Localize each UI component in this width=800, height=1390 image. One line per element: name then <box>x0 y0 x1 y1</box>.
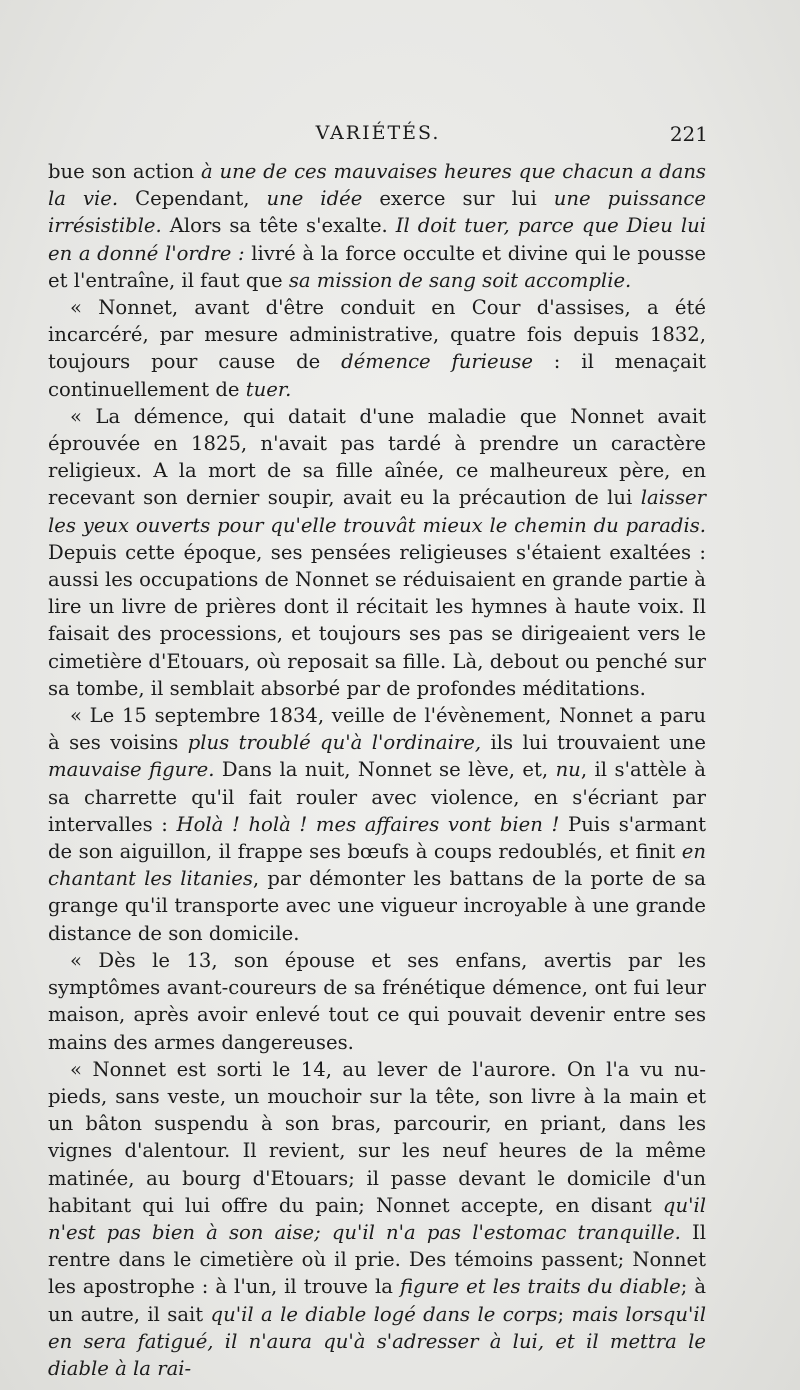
text-run: , par démonter les battans de la porte de sa grange qu'il transporte avec une vigueur incroyable à une grande distance de son domicile. <box>48 867 706 945</box>
text-run: exerce sur lui <box>362 187 554 211</box>
italic-text: démence furieuse <box>341 350 533 374</box>
text-run: ; à un autre, il sait <box>48 1275 706 1326</box>
text-run: ; <box>557 1302 572 1326</box>
italic-text: Il doit tuer, parce que Dieu lui en a donné l'ordre : <box>48 214 706 265</box>
text-run: Il rentre dans le cimetière où il prie. Des témoins passent; Nonnet les apostrophe : à l'un, il trouve la <box>48 1220 706 1299</box>
italic-text: mauvaise figure. <box>48 758 215 782</box>
italic-text: mais lorsqu'il en sera fatigué, il n'aura qu'à s'adresser à lui, et il mettra le diable à la rai- <box>48 1302 706 1380</box>
text-run: livré à la force occulte et divine qui le pousse et l'entraîne, il faut que <box>48 241 707 292</box>
text-run: « Dès le 13, son épouse et ses enfans, avertis par les symptômes avant-coureurs de sa frénétique démence, ont fui leur maison, après avoir enlevé tout ce qui pouvait devenir entre ses mains des armes dangereuses. <box>48 948 706 1054</box>
paragraph <box>48 294 706 403</box>
italic-text: qu'il n'est pas bien à son aise; qu'il n'a pas l'estomac tranquille. <box>48 1193 706 1244</box>
body-text <box>48 158 706 1382</box>
italic-text: sa mission de sang soit accomplie. <box>288 268 632 292</box>
italic-text: tuer. <box>245 377 292 401</box>
italic-text: qu'il a le diable logé dans le corps <box>210 1302 558 1326</box>
text-run: Cependant, <box>118 187 267 211</box>
text-run: Depuis cette époque, ses pensées religieuses s'étaient exaltées : aussi les occupations de Nonnet se réduisaient en grande partie à lire un livre de prières dont il récitait les hymnes à haute voix. Il faisait des processions, et toujours ses pas se dirigeaient vers le cimetière d'Etouars, où reposait sa fille. Là, debout ou penché sur sa tombe, il semblait absorbé par de profondes méditations. <box>48 540 706 700</box>
text-run: ils lui trouvaient une <box>481 731 707 755</box>
paragraph <box>48 702 706 947</box>
page-number: 221 <box>669 122 708 146</box>
italic-text: une puissance irrésistible. <box>48 187 706 238</box>
italic-text: en chantant les litanies <box>48 840 706 891</box>
text-run: Puis s'armant de son aiguillon, il frappe ses bœufs à coups redoublés, et finit <box>48 812 706 864</box>
italic-text: à une de ces mauvaises heures que chacun a dans la vie. <box>48 160 706 211</box>
text-run: , il s'attèle à sa charrette qu'il fait rouler avec violence, en s'écriant par intervalles : <box>48 758 706 836</box>
italic-text: plus troublé qu'à l'ordinaire, <box>187 731 482 755</box>
text-run: « Nonnet est sorti le 14, au lever de l'aurore. On l'a vu nu-pieds, sans veste, un mouchoir sur la tête, son livre à la main et un bâton suspendu à son bras, parcourir, en priant, dans les vignes d'alentour. Il revient, sur les neuf heures de la même matinée, au bourg d'Etouars; il passe devant le domicile d'un habitant qui lui offre du pain; Nonnet accepte, en disant <box>48 1057 706 1217</box>
text-run: « Le 15 septembre 1834, veille de l'évènement, Nonnet a paru à ses voisins <box>48 704 706 755</box>
italic-text: Holà ! holà ! mes affaires vont bien ! <box>176 812 560 836</box>
text-run: : il menaçait continuellement de <box>48 350 706 401</box>
text-run: « La démence, qui datait d'une maladie que Nonnet avait éprouvée en 1825, n'avait pas tardé à prendre un caractère religieux. A la mort de sa fille aînée, ce malheureux père, en recevant son dernier soupir, avait eu la précaution de lui <box>48 404 706 510</box>
paragraph <box>48 1056 706 1382</box>
running-title: VARIÉTÉS. <box>315 122 441 144</box>
italic-text: une idée <box>266 187 363 211</box>
text-run: Alors sa tête s'exalte. <box>161 214 396 238</box>
paragraph <box>48 158 706 294</box>
text-run: Dans la nuit, Nonnet se lève, et, <box>214 758 556 782</box>
italic-text: laisser les yeux ouverts pour qu'elle trouvât mieux le chemin du paradis. <box>48 486 706 537</box>
paragraph <box>48 947 706 1056</box>
paragraph <box>48 403 706 702</box>
text-run: « Nonnet, avant d'être conduit en Cour d'assises, a été incarcéré, par mesure administrative, quatre fois depuis 1832, toujours pour cause de <box>48 296 706 374</box>
italic-text: figure et les traits du diable <box>399 1275 681 1299</box>
italic-text: nu <box>555 758 581 782</box>
page-header <box>48 118 708 150</box>
text-run: bue son action <box>48 160 201 183</box>
